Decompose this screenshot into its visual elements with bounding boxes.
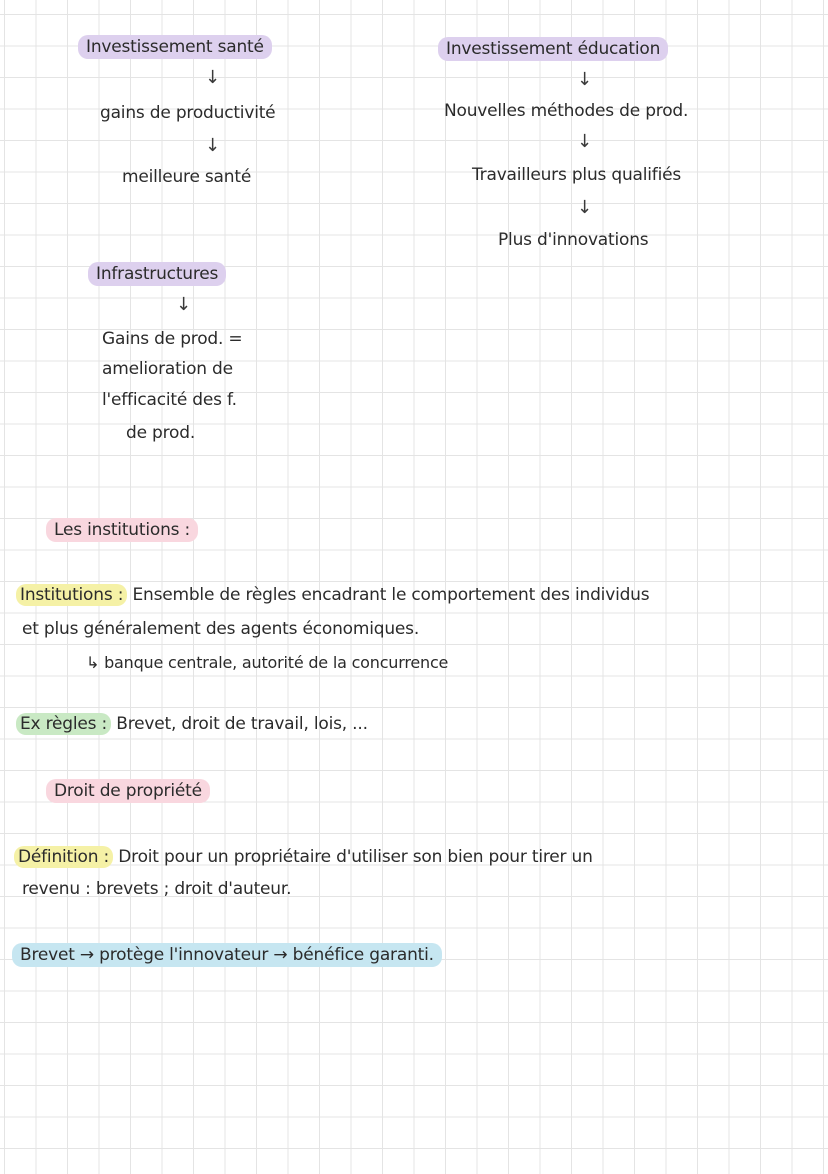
- down-arrow-icon: ↓: [577, 131, 593, 152]
- institutions-definition: [16, 584, 649, 606]
- sante-step-1: gains de productivité: [100, 103, 276, 123]
- down-arrow-icon: ↓: [205, 67, 221, 88]
- institutions-def-text: Ensemble de règles encadrant le comportement des individus: [132, 585, 650, 605]
- propriete-def-text: Droit pour un propriétaire d'utiliser son bien pour tirer un: [118, 847, 593, 867]
- infra-line-1: Gains de prod. =: [102, 329, 243, 349]
- rules-text: Brevet, droit de travail, lois, ...: [116, 714, 368, 734]
- institutions-def-text-2: et plus généralement des agents économiques.: [22, 619, 420, 639]
- propriete-definition: [14, 846, 593, 868]
- down-arrow-icon: ↓: [577, 197, 593, 218]
- down-arrow-icon: ↓: [205, 135, 221, 156]
- propriete-def-label: Définition :: [14, 846, 113, 868]
- education-title: Investissement éducation: [438, 37, 668, 61]
- infra-line-4: de prod.: [126, 423, 196, 443]
- down-arrow-icon: ↓: [176, 294, 192, 315]
- infra-line-3: l'efficacité des f.: [102, 390, 237, 410]
- propriete-def-text-2: revenu : brevets ; droit d'auteur.: [22, 879, 292, 899]
- rules-label: Ex règles :: [16, 713, 111, 735]
- education-step-1: Nouvelles méthodes de prod.: [444, 101, 689, 121]
- propriete-heading: Droit de propriété: [46, 779, 210, 803]
- sante-title: Investissement santé: [78, 35, 272, 59]
- down-arrow-icon: ↓: [577, 69, 593, 90]
- education-step-3: Plus d'innovations: [498, 230, 649, 250]
- institutions-examples: ↳ banque centrale, autorité de la concurrence: [86, 653, 449, 672]
- rules-examples: [16, 713, 368, 735]
- institutions-heading: Les institutions :: [46, 518, 198, 542]
- education-step-2: Travailleurs plus qualifiés: [472, 165, 682, 185]
- infra-line-2: amelioration de: [102, 359, 233, 379]
- institutions-def-label: Institutions :: [16, 584, 127, 606]
- infra-title: Infrastructures: [88, 262, 226, 286]
- brevet-line: Brevet → protège l'innovateur → bénéfice garanti.: [12, 943, 442, 967]
- sante-step-2: meilleure santé: [122, 167, 252, 187]
